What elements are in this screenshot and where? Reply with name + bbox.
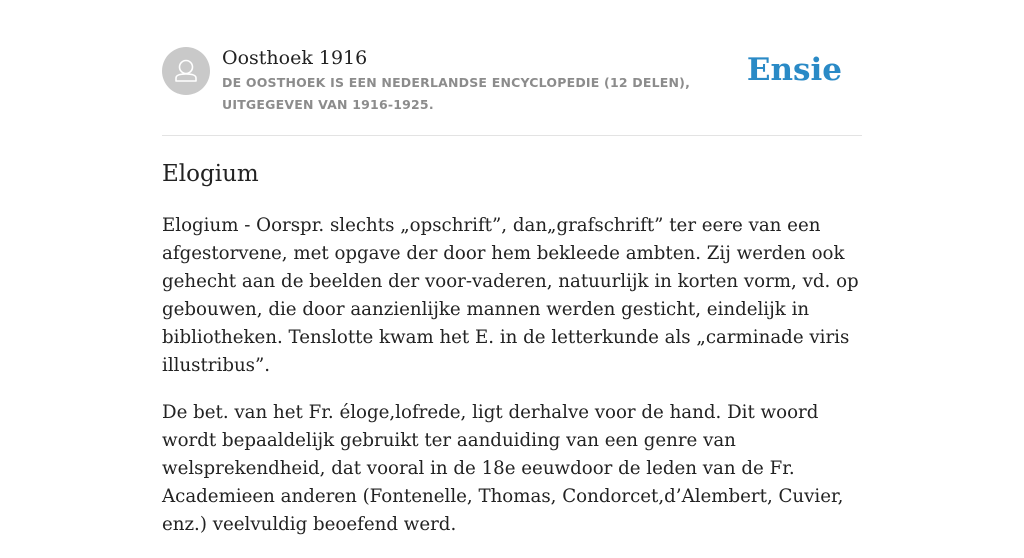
article-body <box>162 212 862 558</box>
article-title: Elogium <box>162 161 259 187</box>
source-description: DE OOSTHOEK IS EEN NEDERLANDSE ENCYCLOPEDIE (12 DELEN), UITGEGEVEN VAN 1916-1925. <box>222 75 691 112</box>
brand-logo[interactable]: Ensie <box>746 52 842 88</box>
header-divider <box>162 135 862 136</box>
article-paragraph: Elogium - Oorspr. slechts „opschrift”, dan„grafschrift” ter eere van een afgestorvene, met opgave der door hem bekleede ambten. Zij werden ook gehecht aan de beelden der voor-vaderen, natuurlijk in korten vorm, vd. op gebouwen, die door aanzienlijke mannen werden gesticht, eindelijk in bibliotheken. Tenslotte kwam het E. in de letterkunde als „carminade viris illustribus”. <box>162 215 859 376</box>
user-avatar-icon[interactable] <box>162 47 210 95</box>
article-paragraph: De bet. van het Fr. éloge,lofrede, ligt derhalve voor de hand. Dit woord wordt bepaaldelijk gebruikt ter aanduiding van een genre van welsprekendheid, dat vooral in de 18e eeuwdoor de leden van de Fr. Academieen anderen (Fontenelle, Thomas, Condorcet,d’Alembert, Cuvier, enz.) veelvuldig beoefend werd. <box>162 402 844 535</box>
source-name[interactable]: Oosthoek 1916 <box>222 47 368 69</box>
source-header <box>162 46 862 136</box>
